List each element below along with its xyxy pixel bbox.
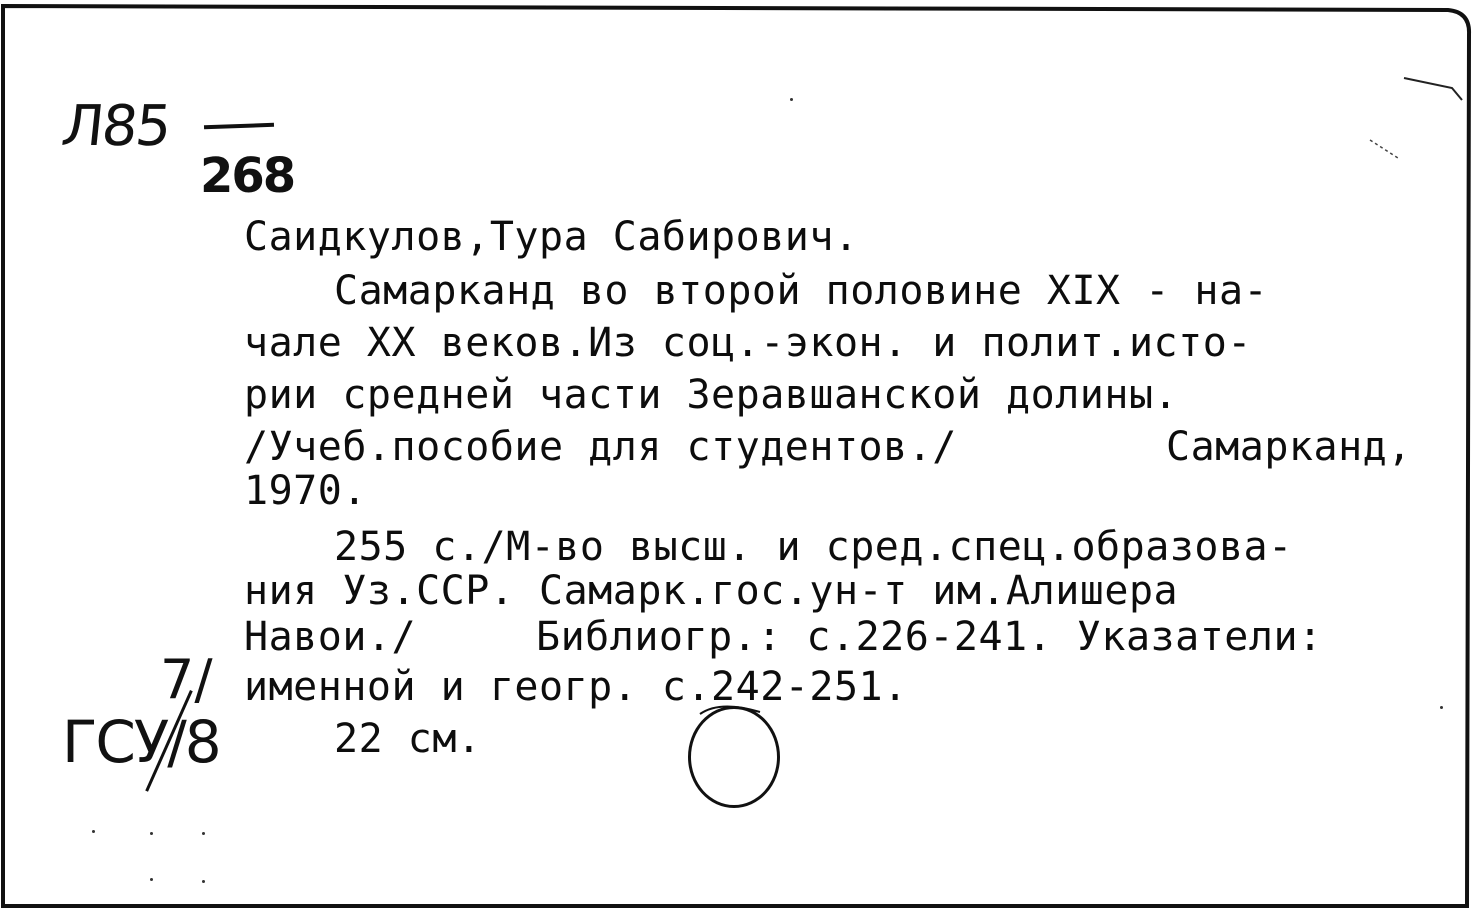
speck [202, 880, 205, 883]
index-note: именной и геогр. с.242-251. [244, 664, 908, 710]
publisher-end: Навои./ [244, 614, 417, 660]
speck [150, 878, 153, 881]
author-heading: Саидкулов,Тура Сабирович. [244, 214, 859, 260]
shelf-mark-numerator: Л85 [58, 94, 173, 159]
title-line-1: Самарканд во второй половине XIX - на- [334, 268, 1269, 314]
handwritten-mark-bottom: ГСУ/8 [62, 708, 220, 776]
place-of-publication: Самарканд, [1166, 424, 1412, 470]
physical-description-line-2: ния Уз.ССР. Самарк.гос.ун-т им.Алишера [244, 568, 1179, 614]
series-note: /Учеб.пособие для студентов./ [244, 424, 957, 470]
title-line-2: чале XX веков.Из соц.-экон. и полит.исто- [244, 320, 1252, 366]
shelf-mark-denominator: 268 [200, 148, 295, 204]
speck [1440, 706, 1443, 709]
punch-hole [688, 706, 780, 808]
handwritten-mark-top: 7/ [160, 648, 213, 711]
publication-year: 1970. [244, 468, 367, 514]
physical-description-line-1: 255 с./М-во высш. и сред.спец.образова- [334, 524, 1293, 570]
speck [150, 832, 153, 835]
title-line-3: рии средней части Зеравшанской долины. [244, 372, 1179, 418]
bibliography-note: Библиогр.: с.226-241. Указатели: [536, 614, 1323, 660]
speck [92, 830, 95, 833]
speck [790, 98, 793, 101]
dimensions: 22 см. [334, 716, 482, 762]
speck [202, 832, 205, 835]
